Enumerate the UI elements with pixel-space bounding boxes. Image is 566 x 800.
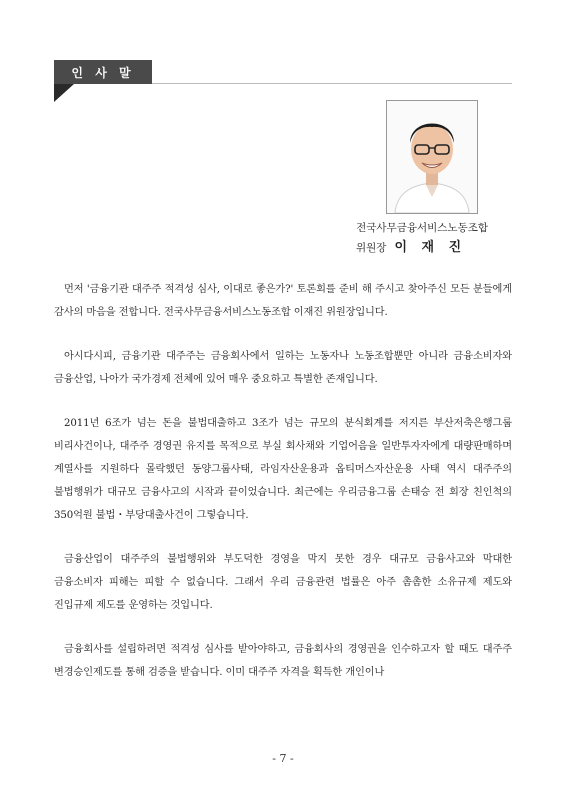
section-title-fold xyxy=(54,84,74,102)
portrait-illustration xyxy=(387,101,477,213)
paragraph-4: 금융산업이 대주주의 불법행위와 부도덕한 경영을 막지 못한 경우 대규모 금융사고와 막대한 금융소비자 피해는 피할 수 없습니다. 그래서 우리 금융관련 법률은 아주 촘촘한 소유규제 제도와 진입규제 제도를 운영하는 것입니다. xyxy=(54,554,512,611)
author-name: 이 재 진 xyxy=(394,240,467,255)
paragraph-5: 금융회사를 설립하려면 적격성 심사를 받아야하고, 금융회사의 경영권을 인수하고자 할 때도 대주주 변경승인제도를 통해 검증을 받습니다. 이미 대주주 자격을 획득한 개인이나 xyxy=(54,644,512,678)
author-role: 위원장 xyxy=(356,242,387,254)
author-affiliation: 전국사무금융서비스노동조합 xyxy=(356,222,488,234)
paragraph-1: 먼저 '금융기관 대주주 적격성 심사, 이대로 좋은가?' 토론회를 준비 해 주시고 찾아주신 모든 분들에게 감사의 마음을 전합니다. 전국사무금융서비스노동조합 이재진 위원장입니다. xyxy=(54,284,512,318)
author-portrait xyxy=(386,100,478,214)
section-divider xyxy=(152,83,512,84)
greeting-body xyxy=(54,278,512,705)
page-number: - 7 - xyxy=(272,752,294,765)
section-title-tab xyxy=(54,60,152,84)
paragraph-2: 아시다시피, 금융기관 대주주는 금융회사에서 일하는 노동자나 노동조합뿐만 아니라 금융소비자와 금융산업, 나아가 국가경제 전체에 있어 매우 중요하고 특별한 존재입니다. xyxy=(54,351,512,385)
author-signature xyxy=(356,236,466,255)
paragraph-3: 2011년 6조가 넘는 돈을 불법대출하고 3조가 넘는 규모의 분식회계를 저지른 부산저축은행그룹 비리사건이나, 대주주 경영권 유지를 목적으로 부실 회사채와 기업어음을 일반투자자에게 대량판매하며 계열사를 지원하다 몰락했던 동양그룹사태, 라임자산운용과 옵티머스자산운용 사태 역시 대주주의 불법행위가 대규모 금융사고의 시작과 끝이었습니다. 최근에는 우리금융그룹 손태승 전 회장 친인척의 350억원 불법・부당대출사건이 그렇습니다. xyxy=(54,418,512,521)
section-title: 인 사 말 xyxy=(71,65,135,80)
